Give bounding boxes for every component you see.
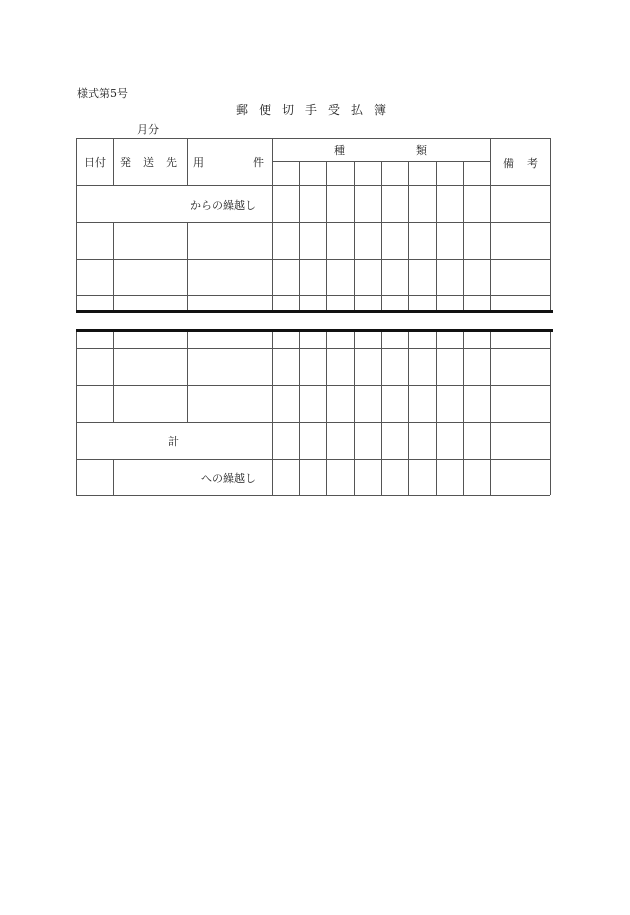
col-line-sender xyxy=(187,138,188,185)
row-line xyxy=(76,185,550,186)
title-char: 受 xyxy=(328,103,341,117)
row-line xyxy=(76,348,550,349)
header-remarks-1: 備 xyxy=(503,157,514,170)
table-left-border xyxy=(76,138,77,310)
col-line-date xyxy=(113,459,114,495)
col-line-date xyxy=(113,222,114,310)
col-line-kinds-end xyxy=(490,332,491,495)
header-kinds-2: 類 xyxy=(416,144,427,157)
break-line-bottom xyxy=(76,329,553,332)
header-sender-1: 発 xyxy=(120,156,131,169)
title-char: 切 xyxy=(282,103,295,117)
row-line xyxy=(76,259,550,260)
month-label: 月分 xyxy=(137,123,159,136)
col-line-kind xyxy=(354,161,355,310)
col-line-kind xyxy=(354,332,355,495)
col-line-kind xyxy=(381,161,382,310)
header-sender-2: 送 xyxy=(143,156,154,169)
row-line xyxy=(76,459,550,460)
col-line-kind xyxy=(463,161,464,310)
title-char: 便 xyxy=(259,103,272,117)
table-right-border xyxy=(550,138,551,310)
table-bottom-border xyxy=(76,495,550,496)
header-sender-3: 先 xyxy=(166,156,177,169)
col-line-kind xyxy=(299,332,300,495)
header-matter-1: 用 xyxy=(193,156,204,169)
row-line xyxy=(76,385,550,386)
table-right-border xyxy=(550,332,551,495)
header-remarks-2: 考 xyxy=(527,157,538,170)
col-line-kind xyxy=(326,161,327,310)
carry-in-label: からの繰越し xyxy=(190,199,256,212)
col-line-kind xyxy=(381,332,382,495)
col-line-kind xyxy=(436,332,437,495)
title-char: 簿 xyxy=(374,103,387,117)
carry-out-label: への繰越し xyxy=(201,472,256,485)
col-line-kind xyxy=(408,161,409,310)
col-line-kind xyxy=(436,161,437,310)
break-line-top xyxy=(76,310,553,313)
form-number: 様式第5号 xyxy=(77,87,128,100)
title-char: 払 xyxy=(351,103,364,117)
title-char: 郵 xyxy=(236,103,249,117)
col-line-date xyxy=(113,138,114,185)
col-line-matter xyxy=(272,138,273,310)
row-line xyxy=(76,422,550,423)
header-matter-2: 件 xyxy=(253,156,264,169)
col-line-kind xyxy=(408,332,409,495)
col-line-kind xyxy=(326,332,327,495)
row-line xyxy=(76,295,550,296)
col-line-sender xyxy=(187,222,188,310)
col-line-kind xyxy=(463,332,464,495)
header-kinds-1: 種 xyxy=(334,144,345,157)
table-top-border xyxy=(76,138,550,139)
total-label: 計 xyxy=(168,435,179,448)
header-date: 日付 xyxy=(84,156,106,169)
col-line-kinds-end xyxy=(490,138,491,310)
col-line-matter xyxy=(272,332,273,495)
title-char: 手 xyxy=(305,103,318,117)
row-line xyxy=(76,222,550,223)
table-left-border xyxy=(76,332,77,495)
col-line-date xyxy=(113,332,114,422)
page-title xyxy=(236,101,397,118)
col-line-sender xyxy=(187,332,188,422)
col-line-kind xyxy=(299,161,300,310)
